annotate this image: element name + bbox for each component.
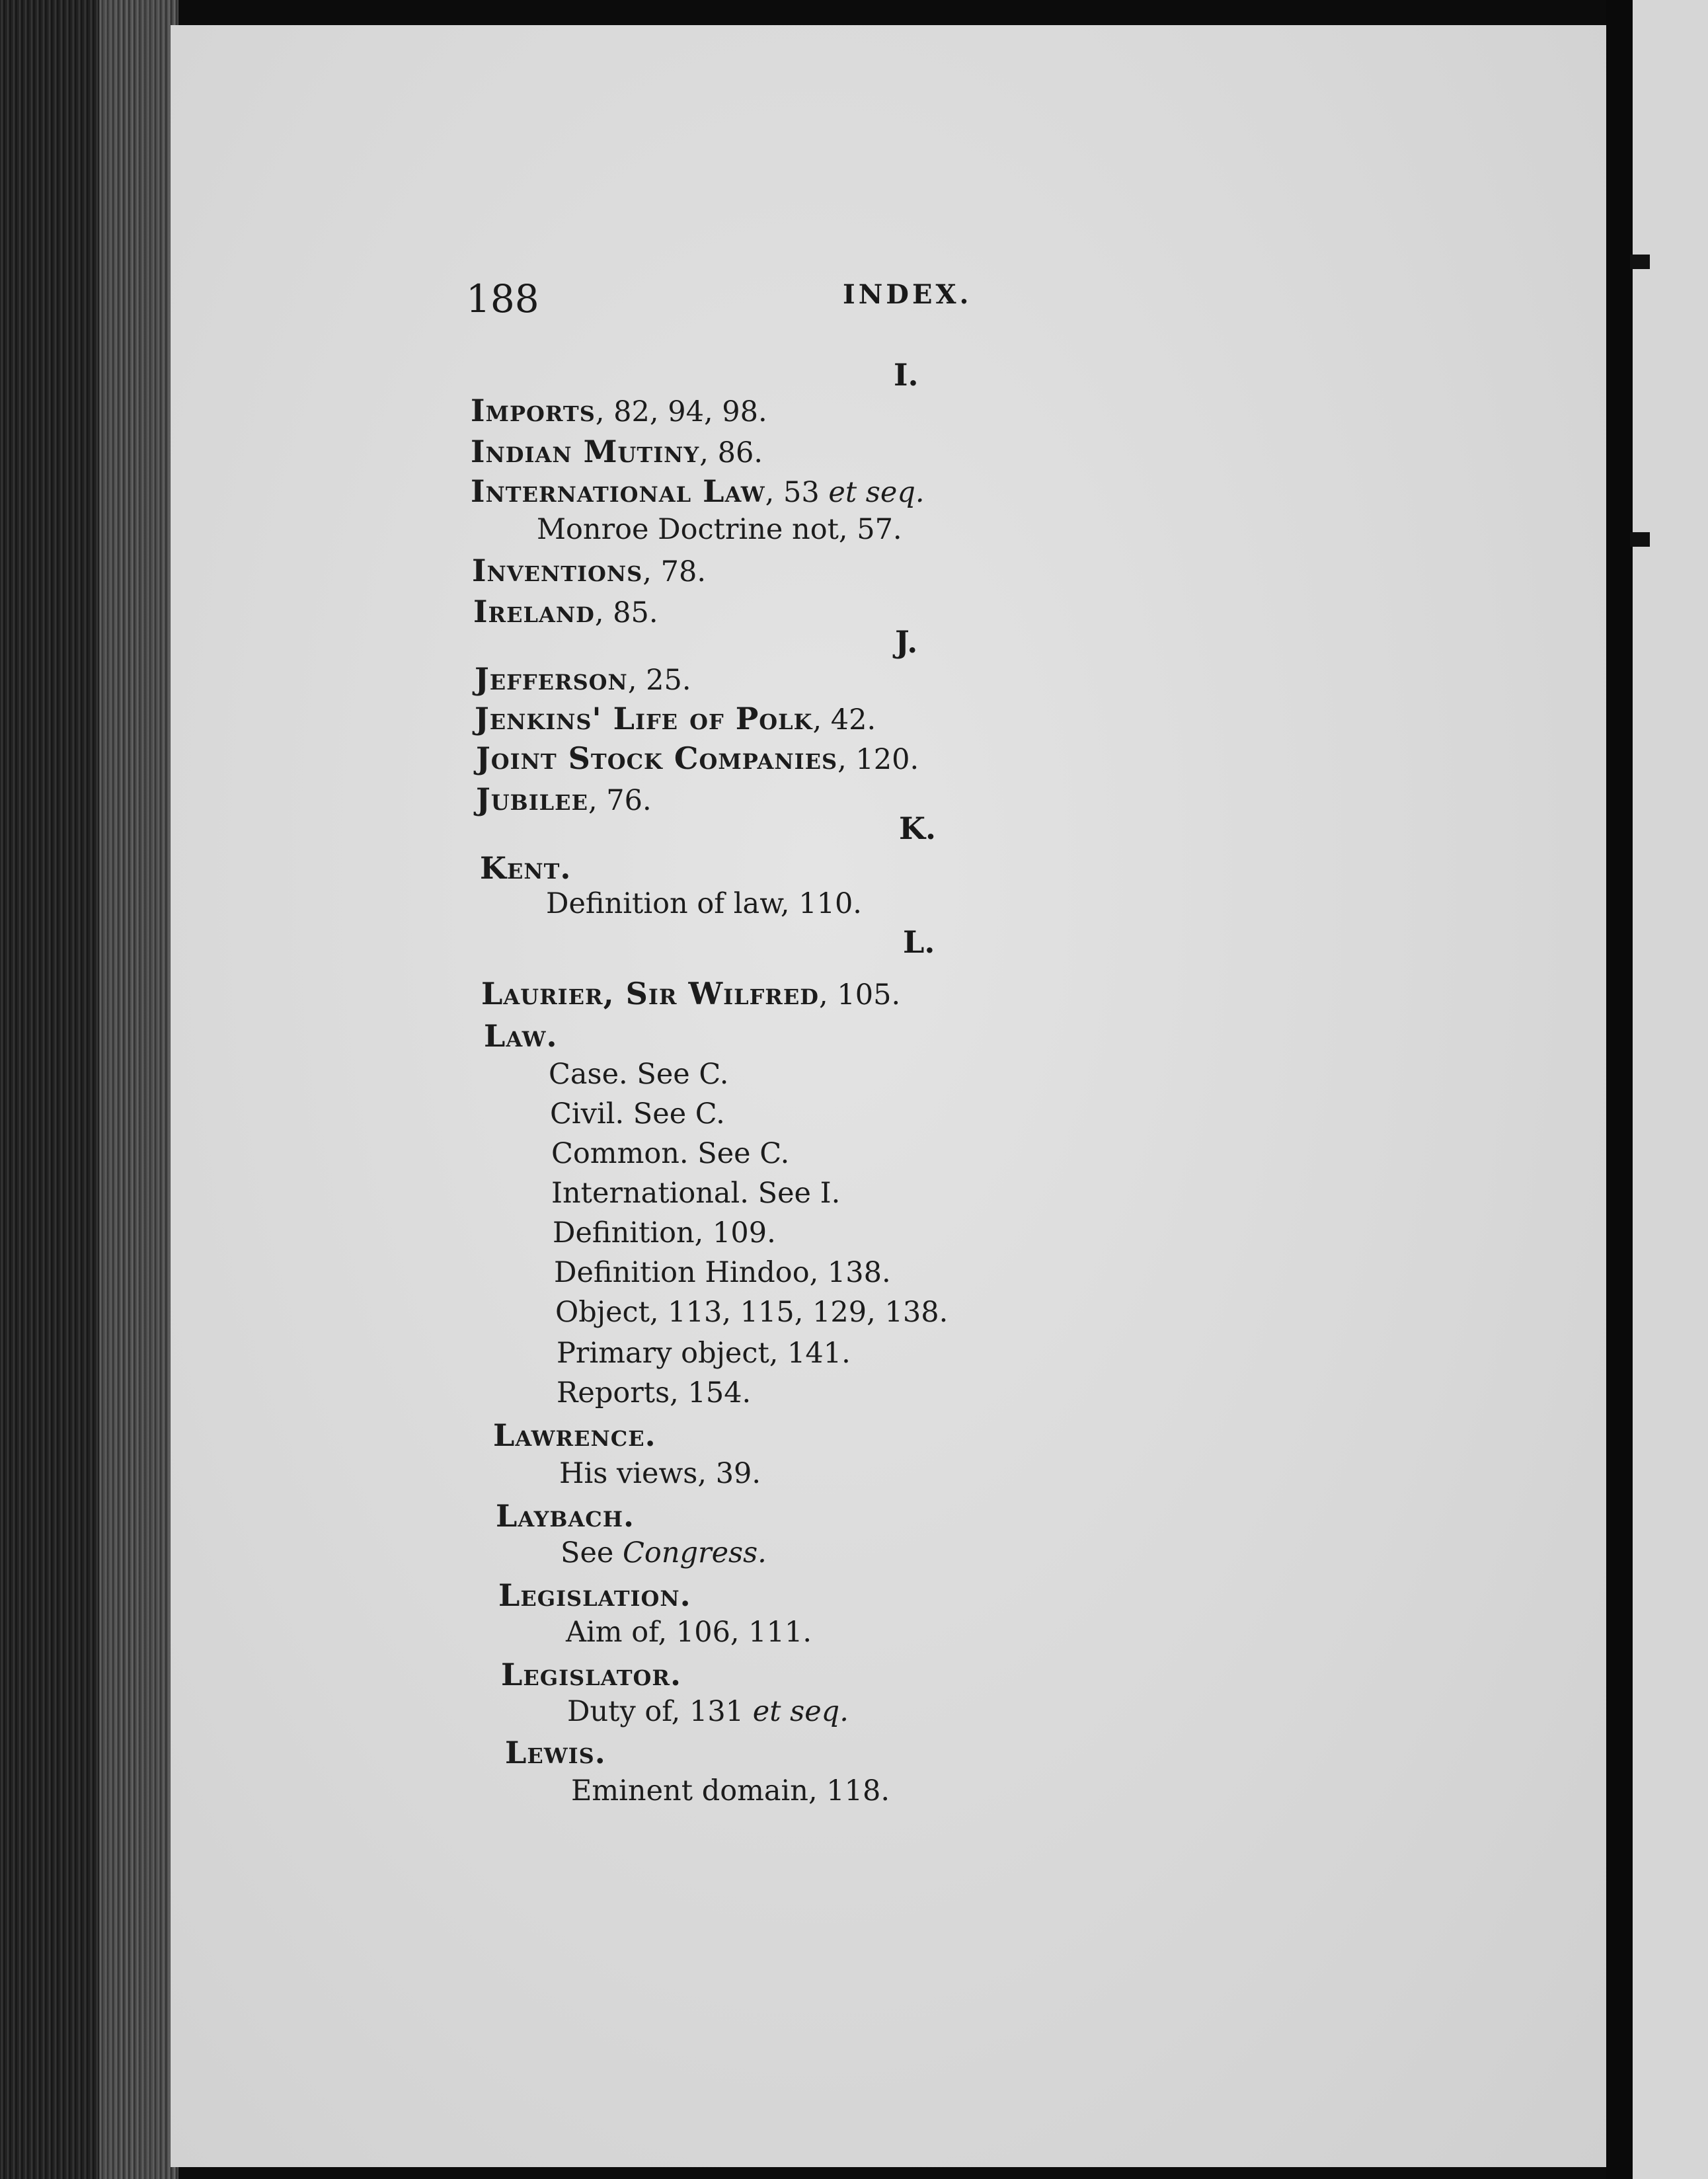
index-subentry-monroe-doctrine: Monroe Doctrine not, 57. — [537, 513, 902, 546]
index-entry-laybach — [496, 1498, 635, 1534]
entry-pages: , 82, 94, 98. — [595, 395, 767, 428]
page-gutter — [1606, 0, 1633, 2179]
index-entry-inventions — [472, 555, 706, 586]
entry-head: Inventions — [472, 553, 643, 588]
index-entry-jubilee — [476, 781, 652, 817]
section-letter-k: K. — [899, 811, 936, 846]
running-head: INDEX. — [843, 279, 972, 310]
index-subentry-laybach-see — [561, 1536, 767, 1569]
index-entry-legislation — [498, 1577, 691, 1613]
entry-pages: , 53 — [765, 476, 829, 509]
entry-text: Duty of, 131 — [567, 1695, 753, 1728]
entry-head: Legislator. — [501, 1657, 682, 1692]
entry-head: Jefferson — [475, 661, 628, 697]
index-entry-indian-mutiny — [471, 436, 763, 467]
page-number: 188 — [466, 276, 539, 321]
entry-head: Laybach. — [496, 1498, 635, 1534]
entry-italic: et seq. — [828, 476, 925, 509]
entry-head: Legislation. — [498, 1577, 691, 1613]
index-entry-joint-stock-companies — [476, 740, 919, 776]
entry-head: Ireland — [473, 594, 595, 629]
entry-pages: , 105. — [819, 978, 901, 1011]
entry-head: Imports — [471, 393, 596, 428]
index-subentry-legislation-aim: Aim of, 106, 111. — [566, 1616, 812, 1649]
index-subentry-law-international: International. See I. — [551, 1177, 841, 1210]
facing-page-edge — [1633, 0, 1708, 2179]
index-subentry-law-primary-object: Primary object, 141. — [557, 1337, 851, 1370]
entry-text: See — [561, 1536, 623, 1569]
binding-clip-bottom — [1630, 532, 1650, 547]
entry-head: Jenkins' Life of Polk — [475, 701, 813, 736]
entry-head: Lawrence. — [493, 1417, 656, 1453]
section-letter-l: L. — [903, 924, 935, 960]
section-letter-i: I. — [894, 357, 919, 393]
entry-pages: , 86. — [699, 436, 763, 469]
index-entry-laurier — [481, 978, 900, 1010]
index-entry-international-law — [471, 473, 925, 509]
index-entry-lawrence — [493, 1417, 656, 1453]
entry-head: International Law — [471, 473, 765, 509]
entry-head: Laurier, Sir Wilfred — [481, 976, 820, 1011]
entry-pages: , 120. — [837, 743, 919, 776]
index-page — [171, 25, 1606, 2167]
entry-pages: , 25. — [627, 664, 691, 697]
index-subentry-law-common: Common. See C. — [551, 1137, 790, 1170]
entry-head: Lewis. — [505, 1735, 606, 1770]
entry-head: Jubilee — [476, 781, 588, 817]
index-subentry-lewis-eminent-domain: Eminent domain, 118. — [571, 1774, 890, 1807]
binding-clip-top — [1630, 255, 1650, 269]
index-subentry-law-reports: Reports, 154. — [557, 1376, 752, 1409]
entry-head: Kent. — [480, 850, 572, 886]
index-subentry-kent-definition: Definition of law, 110. — [546, 887, 862, 920]
index-entry-imports — [471, 395, 767, 426]
section-letter-j: J. — [895, 624, 918, 660]
entry-pages: , 42. — [812, 703, 876, 736]
index-subentry-law-case: Case. See C. — [549, 1058, 729, 1091]
index-subentry-law-object: Object, 113, 115, 129, 138. — [555, 1296, 949, 1329]
entry-head: Law. — [484, 1018, 558, 1054]
entry-italic: et seq. — [752, 1695, 849, 1728]
index-entry-legislator — [501, 1659, 681, 1690]
index-subentry-lawrence-views: His views, 39. — [559, 1457, 761, 1490]
index-subentry-law-civil: Civil. See C. — [550, 1097, 725, 1130]
entry-pages: , 85. — [594, 596, 658, 629]
index-entry-jenkins-life-of-polk — [475, 703, 876, 734]
index-entry-kent — [480, 850, 572, 886]
index-subentry-law-definition-hindoo: Definition Hindoo, 138. — [554, 1256, 891, 1289]
entry-italic: Congress. — [623, 1536, 767, 1569]
index-entry-law — [484, 1018, 558, 1054]
index-entry-jefferson — [475, 661, 691, 697]
index-subentry-law-definition: Definition, 109. — [553, 1216, 776, 1249]
book-page-edges-highlight — [99, 0, 178, 2179]
index-entry-ireland — [473, 596, 658, 627]
entry-head: Joint Stock Companies — [476, 740, 838, 776]
entry-pages: , 76. — [588, 784, 652, 817]
index-subentry-legislator-duty — [567, 1695, 849, 1728]
entry-pages: , 78. — [642, 555, 706, 588]
index-entry-lewis — [505, 1737, 606, 1768]
entry-head: Indian Mutiny — [471, 434, 700, 469]
